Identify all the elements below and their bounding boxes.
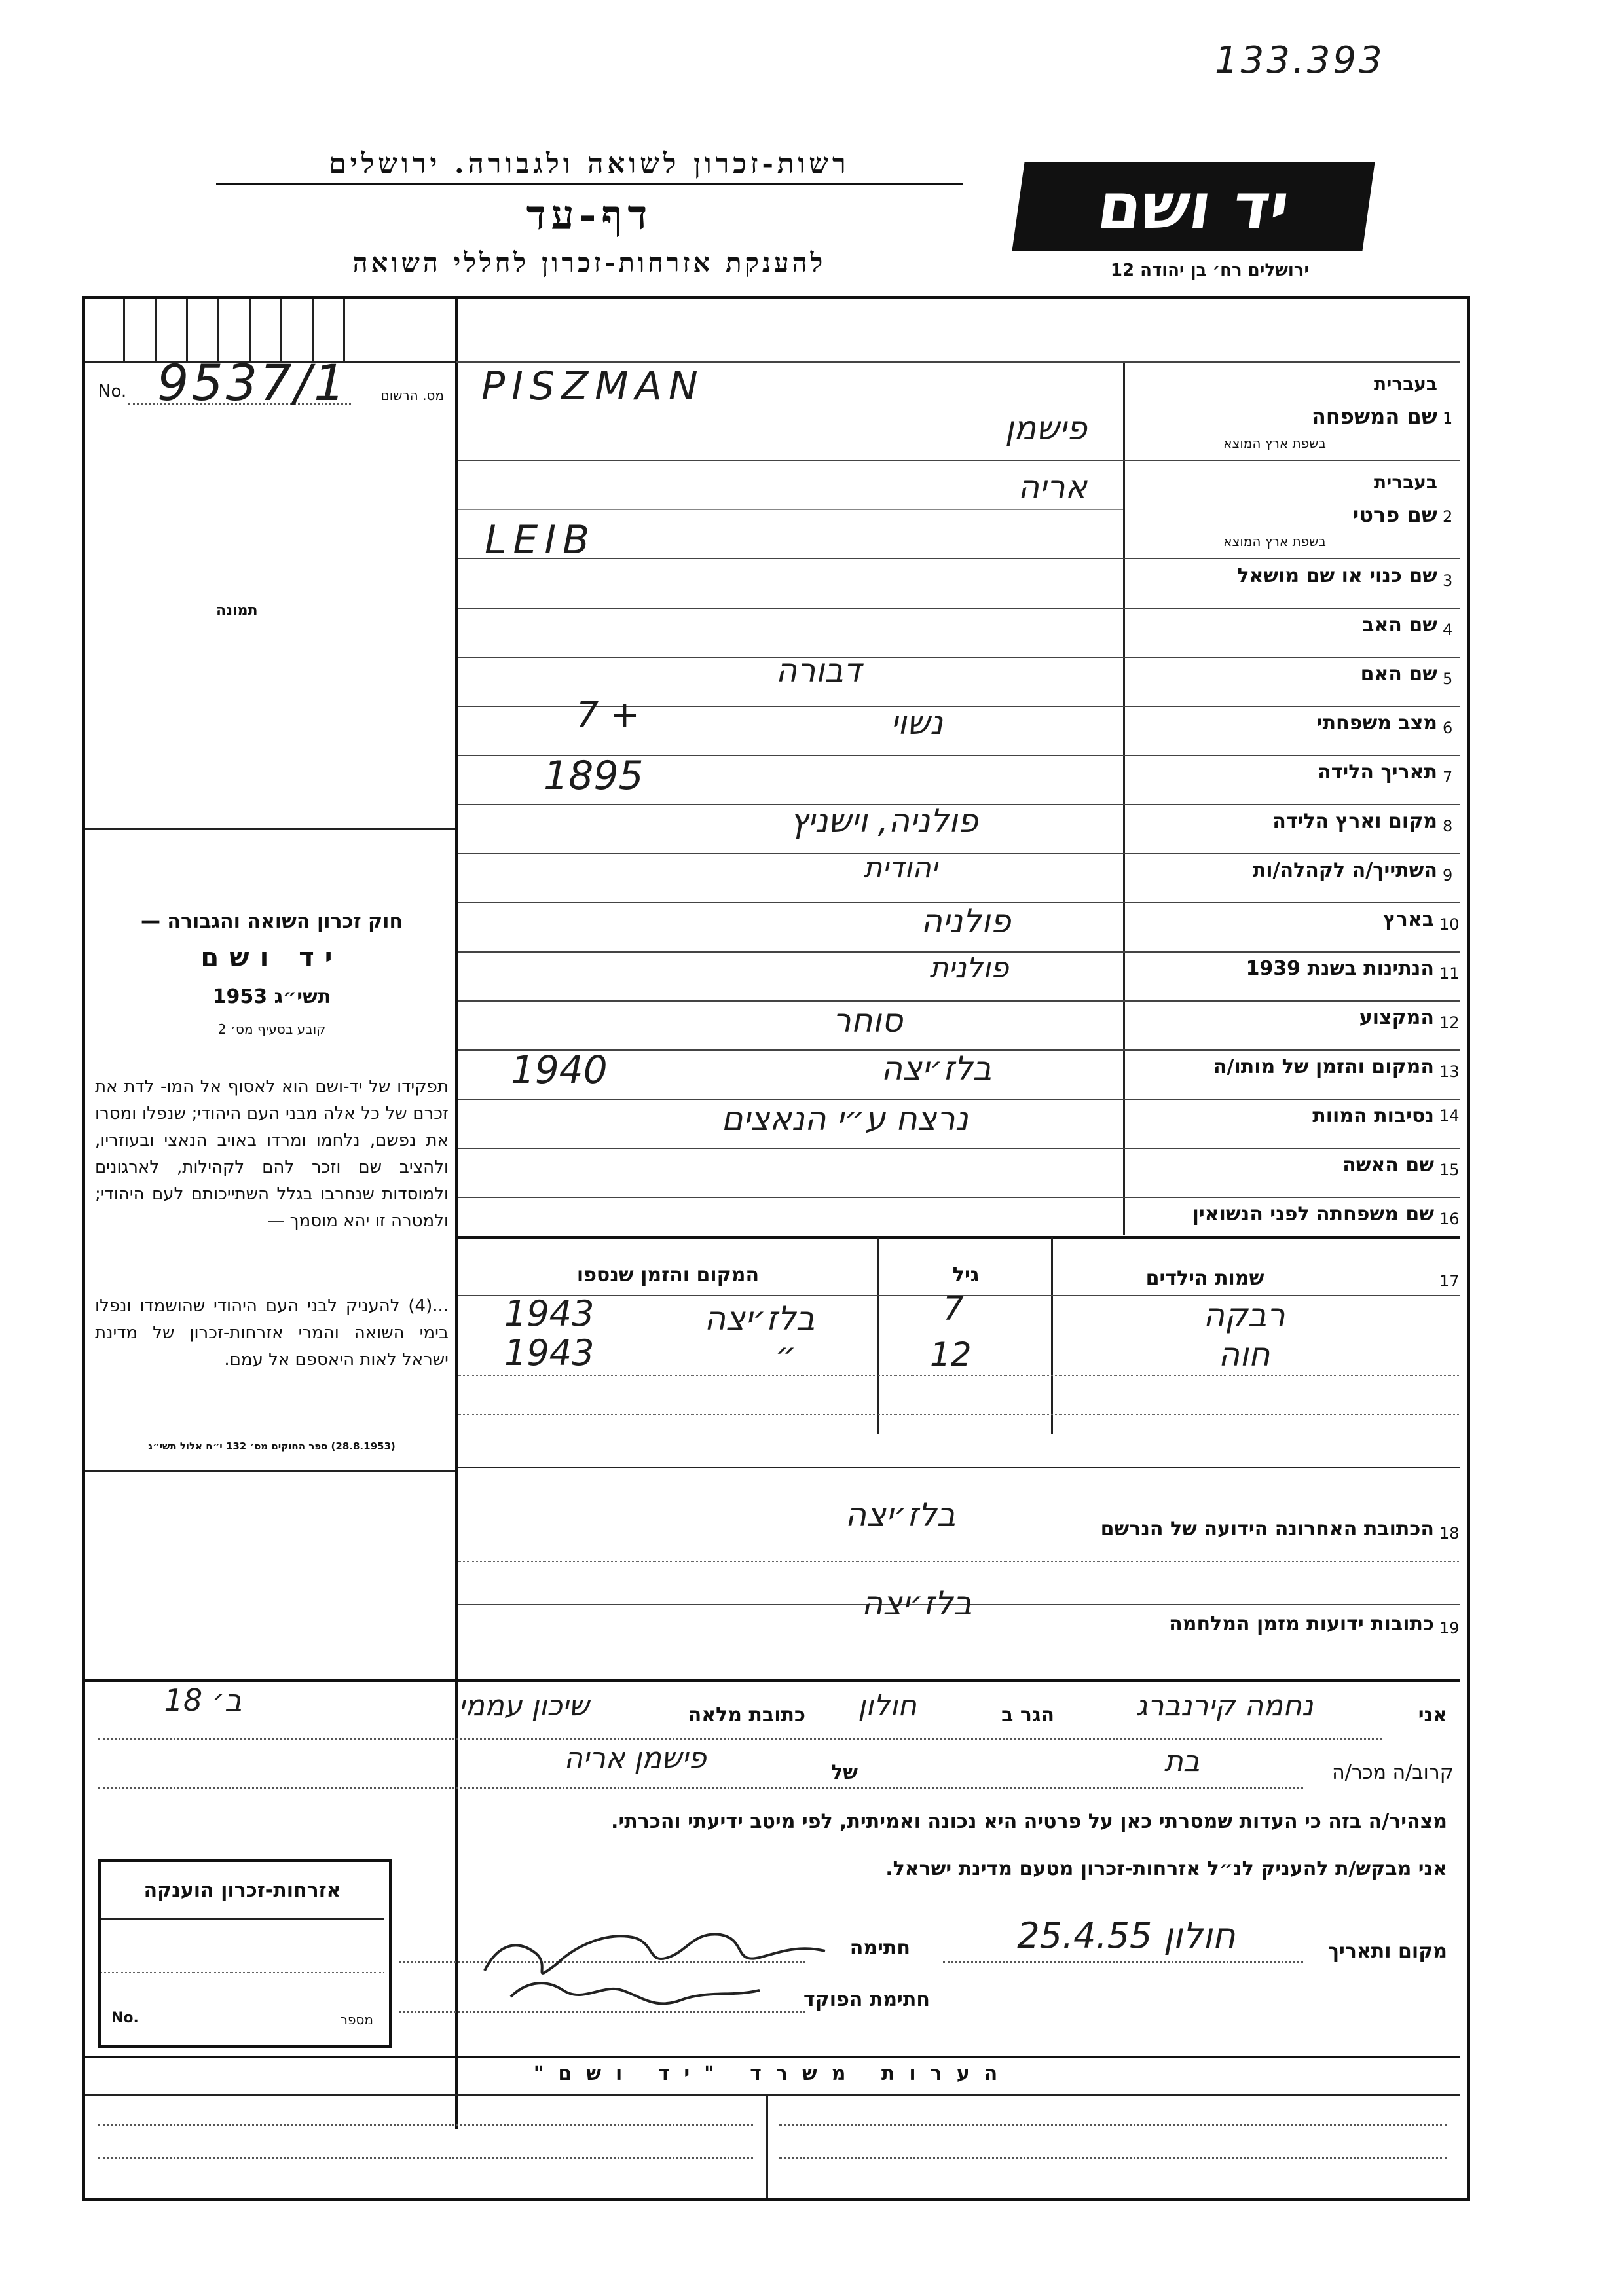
citizenship-box-title: אזרחות-זכרון הוענקה [143,1879,341,1902]
law-title: חוק זכרון השואה והגבורה — [140,910,403,933]
field-5-num: 5 [1443,670,1453,688]
field-1-sub-bottom: בשפת ארץ המוצא [1223,435,1326,451]
field-13-num: 13 [1439,1063,1460,1081]
surname-latin: PISZMAN [481,363,705,409]
country-value: פולניה [921,902,1011,940]
field-19-num: 19 [1439,1619,1460,1637]
declarant-signature [458,1892,917,2023]
field-11-num: 11 [1439,964,1460,983]
field-10-num: 10 [1439,915,1460,934]
children-col-names: שמות הילדים [1145,1267,1264,1290]
law-body-2: ...(4) להעניק לבני העם היהודי שהושמדו ונפלו בימי השואה והמרי אזרחות-זכרון של מדינת ישראל לאות היאספם אל עמם. [95,1296,449,1370]
field-11-label: הנתינות בשנת 1939 [1246,957,1434,980]
field-15-num: 15 [1439,1161,1460,1179]
form-subtitle: להענקת אזרחות-זכרון לחללי השואה [352,247,826,278]
field-14-num: 14 [1439,1106,1460,1125]
law-footnote: (28.8.1953) ספר החוקים מס׳ 132 י״ח אלול תשי״ג [148,1440,396,1452]
declarant-address: שיכון עממי [458,1689,589,1722]
field-16-label: שם משפחתה לפני הנשואין [1192,1203,1434,1226]
law-org: יד ושם [200,943,343,973]
field-10-label: בארץ [1382,908,1434,931]
child-2-name: חוה [1218,1336,1270,1374]
field-19-label: כתובות ידועות מזמן המלחמה [1169,1613,1434,1635]
decl-address-label: כתובת מלאה [688,1704,805,1726]
law-year: תשי״ג 1953 [212,985,331,1008]
last-address-value: בלז׳יצה [845,1496,956,1534]
child-1-place: בלז׳יצה [704,1300,815,1338]
birthplace-value: פולניה, וישניץ [790,802,978,840]
reg-he-label: מס. הרשום [380,388,444,403]
field-2-label: שם פרטי [1352,502,1437,527]
field-3-num: 3 [1443,572,1453,590]
decl-ani: אני [1418,1704,1447,1726]
field-5-label: שם האם [1360,663,1437,685]
children-col-age: גיל [952,1264,980,1286]
marital-status-extra: 7 + [576,694,640,735]
field-2-sub-top: בעברית [1373,471,1437,493]
declarant-name: נחמה קירנברג [1135,1689,1314,1722]
surname-hebrew: פישמן [1005,409,1087,447]
official-signature-label: חתימת הפוקד [803,1988,930,2011]
declaration-text: מצהיר/ה בזה כי העדות שמסרתי כאן על פרטיה היא נכונה ואמיתית, לפי מיטב ידיעתי והכרתי. [611,1810,1447,1833]
field-7-num: 7 [1443,768,1453,786]
field-2-sub-bottom: בשפת ארץ המוצא [1223,534,1326,549]
birth-date-value: 1895 [544,753,644,799]
child-1-name: רבקה [1203,1296,1285,1334]
field-9-num: 9 [1443,866,1453,884]
death-place-value: בלז׳יצה [881,1049,992,1087]
law-body-1: תפקידו של יד-ושם הוא לאסוף אל המו- לדת את זכרם של כל אלה מבני העם היהודי; שנפלו ומסרו את נפשם, נלחמו ומרדו באויב הנאצי ובעוזריו, ולהציב שם וזכר להם לקהילות, לארגונים ולמוסדות שנחרבו בגלל השתייכותם לעם היהודי; ולמטרה זו יהא מוסמך — [95,1077,449,1231]
field-8-num: 8 [1443,817,1453,835]
field-7-label: תאריך הלידה [1318,761,1437,784]
death-year-value: 1940 [511,1048,608,1092]
profession-value: סוחר [832,1002,903,1040]
field-16-num: 16 [1439,1210,1460,1228]
field-2-num: 2 [1443,507,1453,526]
child-2-place: ״ [775,1336,797,1374]
field-15-label: שם האשה [1342,1154,1434,1176]
field-18-label: הכתובת האחרונה הידועה של הנרשם [1100,1518,1434,1540]
field-4-num: 4 [1443,621,1453,639]
child-2-year: 1943 [504,1332,595,1374]
field-18-num: 18 [1439,1524,1460,1542]
death-circumstances-value: נרצח ע״י הנאצים [721,1100,969,1138]
header-address: ירושלים רח׳ בן יהודה 12 [1110,261,1310,280]
office-notes-title: הערות משרד "יד ושם" [533,2062,1012,2085]
request-text: אני מבקש/ת להעניק לנ״ל אזרחות-זכרון מטעם מדינת ישראל. [885,1857,1447,1880]
declarant-of-name: פישמן אריה [564,1741,707,1775]
field-13-label: המקום והזמן של מותו/ה [1213,1055,1434,1078]
yad-vashem-logo: יד ושם [1012,162,1375,251]
citizenship-box-no: No. [111,2010,139,2026]
field-1-label: שם המשפחה [1311,404,1437,429]
field-1-sub-top: בעברית [1373,373,1437,395]
field-3-label: שם כנוי או שם מושאל [1237,564,1437,587]
field-9-label: השתייך/ה לקהלה/ות [1252,859,1437,882]
reg-no-label: No. [98,382,127,401]
field-4-label: שם האב [1362,613,1437,636]
place-date-value: חולון 25.4.55 [1017,1915,1236,1956]
field-17-num: 17 [1439,1272,1460,1290]
declarant-address-tail: ב׳ 18 [164,1683,242,1718]
photo-label: תמונה [216,602,258,619]
reg-number: 9537/1 [157,354,348,412]
field-14-label: נסיבות המוות [1312,1104,1434,1127]
field-6-num: 6 [1443,719,1453,737]
community-value: יהודית [863,851,938,884]
archive-number: 133.393 [1215,39,1385,82]
field-1-num: 1 [1443,409,1453,428]
place-date-label: מקום ותאריך [1327,1940,1447,1963]
decl-gar: הגר ב [1001,1704,1054,1726]
field-12-label: המקצוע [1359,1006,1434,1029]
given-name-hebrew: אריה [1018,468,1087,506]
given-name-latin: LEIB [485,517,597,563]
field-6-label: מצב משפחתי [1316,712,1437,735]
decl-of-label: של [831,1761,858,1784]
mother-name-value: דבורה [775,651,862,689]
declarant-relation: בת [1164,1745,1200,1778]
signature-label: חתימה [849,1937,910,1959]
war-address-value: בלז׳יצה [861,1584,972,1622]
form-title: דף-עד [526,191,653,239]
marital-status-value: נשוי [890,704,944,742]
authority-title: רשות-זכרון לשואה ולגבורה. ירושלים [216,147,963,185]
children-col-place: המקום והזמן שנספו [576,1264,760,1286]
citizenship-box-num: מספר [340,2012,373,2028]
child-1-year: 1943 [504,1293,595,1334]
decl-relation-label: קרוב/ה מכר/ה [1332,1761,1454,1784]
field-8-label: מקום וארץ הלידה [1272,810,1437,833]
field-12-num: 12 [1439,1013,1460,1032]
child-1-age: 7 [943,1290,964,1328]
declarant-city: חולון [858,1689,917,1722]
citizenship-value: פולנית [929,951,1009,985]
law-clause: קובע בסעיף מס׳ 2 [217,1021,326,1037]
child-2-age: 12 [930,1336,972,1374]
